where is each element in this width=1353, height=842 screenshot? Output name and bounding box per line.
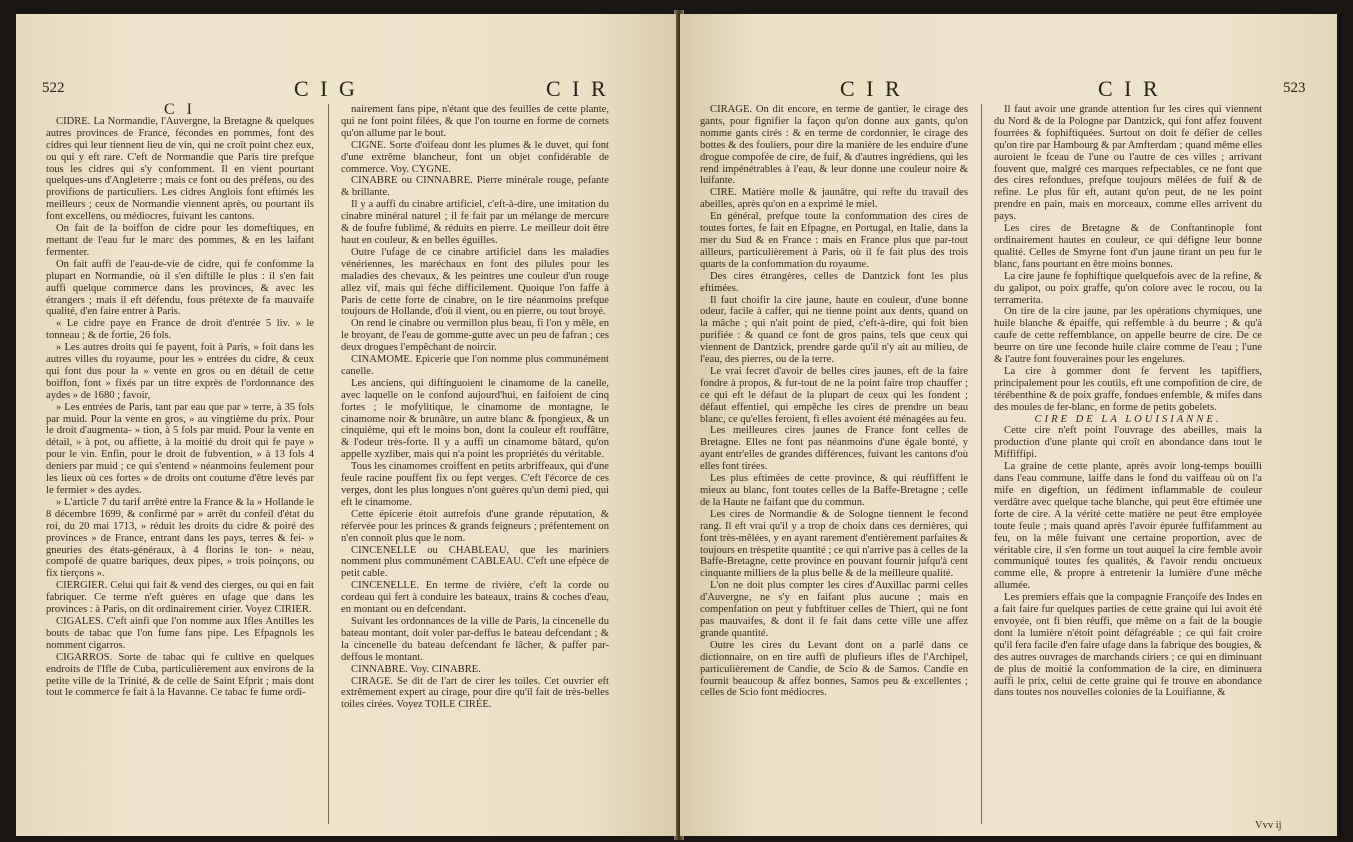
left-running-header-1: C I G — [294, 76, 358, 101]
signature-mark: Vvv ij — [1255, 820, 1282, 831]
paragraph: Cette cire n'eft point l'ouvrage des abeilles, mais la production d'une plante qui croît en abondance dans tout le Miffiffipi. — [994, 425, 1262, 461]
paragraph: » L'article 7 du tarif arrêté entre la France & la » Hollande le 8 décembre 1699, & confirmé par » arrêt du confeil d'état du roi, du 20 mai 1713, » réduit les droits du cidre & poiré des provinces » de France, entrant dans les pays, terres & fei- » gneuries des états-généraux, à 4 florins le ton- » neau, compofé de quatre bariques, deux pipes, » trois poinçons, ou fix tierçons ». — [46, 496, 314, 580]
paragraph: La graine de cette plante, après avoir long-temps bouilli dans l'eau commune, laiffe dans le fond du vaiffeau où on l'a mife en digeftion, un fédiment inflammable de couleur verdâtre avec quelque tache blanche, qui peut être eftimée une forte de cire. A la vérité cette matière ne peut être employée toute feule ; mais quand après l'avoir épurée fuffifamment au feu, on la mêle fuivant une certaine proportion, avec de véritable cire, il s'en forme un tout auquel la cire femble avoir communiqué toutes fes qualités, & l'avoir rendu onctueux comme elle, & propre à entretenir la lumière d'une mêche allumée. — [994, 461, 1262, 592]
paragraph: Les cires de Bretagne & de Conftantinople font ordinairement hautes en couleur, ce qui défigne leur bonne qualité. Celles de Smyrne font d'un jaune tirant un peu fur le blanc, fans pourtant en être moins bonnes. — [994, 223, 1262, 270]
paragraph: CINAMOME. Epicerie que l'on nomme plus communément canelle. — [341, 354, 609, 377]
paragraph: En général, prefque toute la confommation des cires de toutes fortes, fe fait en Efpagne, en Portugal, en Italie, dans la mer du Sud & en France : mais en France plus que par-tout ailleurs, particulièrement à Paris, où il fe fait plus des trois quarts de la confommation du royaume. — [700, 211, 968, 270]
column-rule — [328, 104, 329, 824]
paragraph: CIGALES. C'eft ainfi que l'on nomme aux Ifles Antilles les bouts de tabac que l'on fume fans pipe. Les Efpagnols les nomment cigarros. — [46, 615, 314, 651]
paragraph: CINCENELLE. En terme de rivière, c'eft la corde ou cordeau qui fert à conduire les bateaux, trains & coches d'eau, en montant ou en defcendant. — [341, 580, 609, 616]
column-rule — [981, 104, 982, 824]
right-column-1 — [700, 104, 968, 699]
paragraph: CINCENELLE ou CHABLEAU, que les mariniers nomment plus communément CABLEAU. C'eft une efpèce de petit cable. — [341, 544, 609, 580]
right-page-number: 523 — [1283, 80, 1306, 96]
paragraph: La cire jaune fe fophiftique quelquefois avec de la refine, & du galipot, ou poix graffe, qu'on colore avec le rocou, ou la terramerita. — [994, 270, 1262, 306]
right-running-header-1: C I R — [840, 76, 903, 101]
paragraph: CIERGIER. Celui qui fait & vend des cierges, ou qui en fait fabriquer. Ce terme n'eft guères en ufage que dans les provinces : à Paris, on dit ordinairement cirier. Voyez CIRIER. — [46, 580, 314, 616]
left-running-header-2: C I R — [546, 76, 609, 101]
paragraph: Des cires étrangères, celles de Dantzick font les plus eftimées. — [700, 270, 968, 294]
right-running-header-2: C I R — [1098, 76, 1161, 101]
paragraph: CINABRE ou CINNABRE. Pierre minérale rouge, pefante & brillante. — [341, 175, 609, 199]
paragraph: Tous les cinamomes croiffent en petits arbriffeaux, qui d'une feule racine pouffent fix ou fept verges. C'eft l'écorce de ces verges, dont les plus longues n'ont guères qu'un demi pied, qui eft le cinamome. — [341, 461, 609, 508]
paragraph: CIGNE. Sorte d'oifeau dont les plumes & le duvet, qui font d'une extrême blancheur, font un objet confidérable de commerce. Voy. CYGNE. — [341, 139, 609, 175]
paragraph: On tire de la cire jaune, par les opérations chymiques, une huile blanche & épaiffe, qui reffemble à du beurre ; & qu'à caufe de cette reffemblance, on appelle beurre de cire. De ce beurre on tire une feconde huile claire comme de l'eau ; l'une & l'autre font fouveraines pour les engelures. — [994, 306, 1262, 366]
left-page-number: 522 — [42, 80, 65, 96]
paragraph: Les anciens, qui diftinguoient le cinamome de la canelle, avec laquelle on le confond aujourd'hui, en faifoient de cinq fortes ; le mofylitique, le cinamome de montagne, le cinamome noir & brunâtre, un autre blanc & fpongieux, & un cinquième, qui eft le moins bon, dont la couleur eft rouffâtre, & l'odeur très-forte. Il y a auffi un cinamome bâtard, qu'on appelle xyzliber, mais qui n'a point les propriétés du véritable. — [341, 377, 609, 461]
paragraph: CIRAGE. Se dit de l'art de cirer les toiles. Cet ouvrier eft extrêmement expert au cirage, pour dire qu'il fait de très-belles toiles cirées. Voyez TOILE CIRÉE. — [341, 675, 609, 711]
paragraph: Outre les cires du Levant dont on a parlé dans ce dictionnaire, on en tire auffi de plufieurs ifles de l'Archipel, particulièrement de Candie, de Scio & de Samos. Candie en fournit beaucoup & affez bonnes, Samos peu & excellentes ; celles de Scio font médiocres. — [700, 639, 968, 699]
left-col2-body — [341, 104, 609, 711]
left-col1-body — [46, 116, 314, 699]
paragraph: nairement fans pipe, n'étant que des feuilles de cette plante, qui ne font point filées, & que l'on tourne en forme de cornets qu'on allume par le bout. — [341, 104, 609, 139]
right-col2-body — [994, 104, 1262, 699]
right-page — [680, 14, 1337, 836]
paragraph: CIRE. Matière molle & jaunâtre, qui refte du travail des abeilles, après qu'on en a exprimé le miel. — [700, 187, 968, 211]
left-column-1 — [46, 101, 314, 699]
paragraph: On fait de la boiffon de cidre pour les domeftiques, en mettant de l'eau fur le marc des pommes, & en les laifant fermenter. — [46, 223, 314, 258]
paragraph: La cire à gommer dont fe fervent les tapiffiers, principalement pour les coutils, eft une compofition de cire, de térébenthine & de poix graffe, fondues enfemble, & mifes dans des moules de fer-blanc, en forme de petits gobelets. — [994, 365, 1262, 413]
paragraph: Le vrai fecret d'avoir de belles cires jaunes, eft de la faire fondre à propos, & fur-tout de ne la point faire trop chauffer ; ce qui eft le défaut de la plupart de ceux qui les fondent ; défaut effentiel, qui empêche les cires de prendre un beau blanc, ce qu'elles feroient, fi elles avoient été ménagées au feu. — [700, 365, 968, 425]
paragraph: » Les autres droits qui fe payent, foit à Paris, » foit dans les autres villes du royaume, pour les » entrées du cidre, & ceux qui font dus pour la » vente en gros ou en détail de cette boiffon, font » fixés par un titre exprès de l'ordonnance des aydes » de 1680 ; favoir, — [46, 342, 314, 401]
right-col1-body — [700, 104, 968, 699]
paragraph: L'on ne doit plus compter les cires d'Auxillac parmi celles d'Auvergne, ne s'y en faifant plus aucune ; mais en compenfation on peut y fubftituer celles de Thiert, qui ne font pas mauvaifes, & dont il fe fait dans cette ville une affez grande quantité. — [700, 580, 968, 639]
paragraph: CINNABRE. Voy. CINABRE. — [351, 663, 481, 675]
paragraph: On fait auffi de l'eau-de-vie de cidre, qui fe confomme la plupart en Normandie, où il s'en diftille le plus : il s'en fait auffi quelque commerce dans les provinces, & avec les étrangers ; mais il eft défendu, fous prétexte de fa mauvaife qualité, d'en faire entrer à Paris. — [46, 258, 314, 318]
paragraph: CIDRE. La Normandie, l'Auvergne, la Bretagne & quelques autres provinces de France, fécondes en pommes, font des cidres qui leur tiennent lieu de vin, qui ne croît point chez eux, ou qui y eft rare. C'eft de Normandie que Paris tire prefque tous les cidres qui s'y confomment. Il en vient pourtant quelques-uns d'Angleterre ; mais ce font ou des préfens, ou des provifions de particuliers. Les cidres Anglois font eftimés les meilleurs ; ceux de Normandie viennent après, ou pourtant ils font excellens, ou médiocres, fuivant les cantons. — [46, 115, 314, 223]
paragraph: « Le cidre paye en France de droit d'entrée 5 liv. » le tonneau ; & de fortie, 26 fols. — [46, 318, 314, 342]
paragraph: Outre l'ufage de ce cinabre artificiel dans les maladies vénériennes, les maréchaux en font des pilules pour les maladies des chevaux, & les peintres une couleur d'un rouge allez vif, mais qui féche difficilement. Quoique l'on faffe à Paris de cette forte de cinabre, on le tire néanmoins prefque toujours de Hollande, d'où il vient, ou en pierre, ou tout broyé. — [341, 246, 609, 318]
section-heading: C I — [164, 101, 196, 118]
paragraph: Il y a auffi du cinabre artificiel, c'eft-à-dire, une imitation du cinabre minéral naturel ; il fe fait par un mélange de mercure & de foufre fublimé, & réduits en pierre. Le meilleur doit être haut en couleur, & en belles éguilles. — [341, 199, 609, 246]
paragraph: Il faut choifir la cire jaune, haute en couleur, d'une bonne odeur, facile à caffer, qui ne tienne point aux dents, quand on la mâche ; qui n'ait point de pied, c'eft-à-dire, qui foit bien purifiée : & quand ce font de gros pains, tels que ceux qui viennent de Dantzick, prendre garde qu'il n'y ait au milieu, de l'eau, des pierres, ou de la terre. — [700, 294, 968, 366]
left-page — [16, 14, 676, 836]
paragraph: Les cires de Normandie & de Sologne tiennent le fecond rang. Il eft vrai qu'il y a trop de choix dans ces dernières, qui font très-mêlées, y en ayant rarement d'entièrement parfaites & toujours en trèspetite quantité ; ce qui n'arrive pas à celles de la Baffe-Bretagne, cette province en pouvant fournir jufqu'à cent cinquante milliers de la plus belle & de la meilleure qualité. — [700, 508, 968, 580]
paragraph: On rend le cinabre ou vermillon plus beau, fi l'on y mêle, en le broyant, de l'eau de gomme-gutte avec un peu de fafran ; ces deux drogues l'empêchant de noircir. — [341, 318, 609, 354]
paragraph: Les plus eftimées de cette province, & qui réuffiffent le mieux au blanc, font toutes celles de la Baffe-Bretagne ; celle de la Haute ne faifant que du commun. — [700, 473, 968, 508]
paragraph: CIRAGE. On dit encore, en terme de gantier, le cirage des gants, pour fignifier la façon qu'on donne aux gants, qu'on nomme gants cirés : & en terme de cordonnier, le cirage des bottes & des fouliers, pour dire la manière de les enduire d'une drogue compofée de cire, de fuif, & d'autres ingrédiens, qui les rend impénétrables à l'eau, & leur donne une couleur noire & luifante. — [700, 104, 968, 187]
paragraph: CIGARROS. Sorte de tabac qui fe cultive en quelques endroits de l'Ifle de Cuba, particulièrement aux environs de la petite ville de la Trinité, & de celle de Saint Efprit ; mais dont tout le commerce fe fait à la Havanne. Ce tabac fe fume ordi- — [46, 651, 314, 699]
paragraph: Suivant les ordonnances de la ville de Paris, la cincenelle du bateau montant, doit voler par-deffus le bateau defcendant ; & la cincenelle du bateau defcendant fe lâcher, & paffer par-deffous le montant. — [341, 615, 609, 663]
paragraph: Les premiers effais que la compagnie Françoife des Indes en a fait faire fur quelques parties de cette graine qui lui avoit été envoyée, ont fi bien réuffi, que même on a fait de la bougie dont la lumière n'étoit point défagréable ; ce qui fait croire qu'il fera facile d'en faire ufage dans la fabrique des bougies, & des autres ouvrages de marchands ciriers ; ce qui en diminuant de plus de moitié la confommation de la cire, en diminuera auffi le prix, celui de cette graine qui fe trouve en abondance dans toutes nos nouvelles colonies de la Louifianne, & — [994, 592, 1262, 699]
paragraph: Cette épicerie étoit autrefois d'une grande réputation, & réfervée pour les princes & grands feigneurs ; préfentement on n'en connoît plus que le nom. — [341, 508, 609, 544]
paragraph: » Les entrées de Paris, tant par eau que par » terre, à 35 fols par muid. Pour la vente en gros, » au vingtième du prix. Pour le droit d'augmenta- » tion, à 5 fols par muid. Pour la vente en détail, » à pot, ou affiette, à la moitié du droit qui fe paye » pour le vin. Enfin, pour le droit de fubvention, » à 13 fols 4 deniers par muid ; ce qui s'entend » néanmoins feulement pour les lieux où ces fortes » de droits ont coutume d'être levés par le fermier » des aydes. — [46, 401, 314, 496]
paragraph: Les meilleures cires jaunes de France font celles de Bretagne. Elles ne font pas néanmoins d'une égale bonté, y ayant entr'elles de grandes différences, fuivant les cantons d'où elles font tirées. — [700, 425, 968, 473]
left-column-2 — [341, 104, 609, 711]
paragraph: Il faut avoir une grande attention fur les cires qui viennent du Nord & de la Pologne par Dantzick, qui font affez fouvent fourrées & fophiftiquées. Surtout on doit fe défier de celles qu'on tire par Hambourg & par Amfterdam ; quand même elles auroient le fceau de l'une ou l'autre de ces villes ; arrivant fouvent que, malgré ces marques refpectables, ce ne font que des cires refondues, prefque toujours mêlées de fuif & de refine. Le plus fûr eft, autant qu'on peut, de ne les point prendre en pain, mais en morceaux, comme elles arrivent du pays. — [994, 104, 1262, 223]
paragraph: CIRE DE LA LOUISIANNE. — [1034, 413, 1222, 425]
right-column-2 — [994, 104, 1262, 699]
